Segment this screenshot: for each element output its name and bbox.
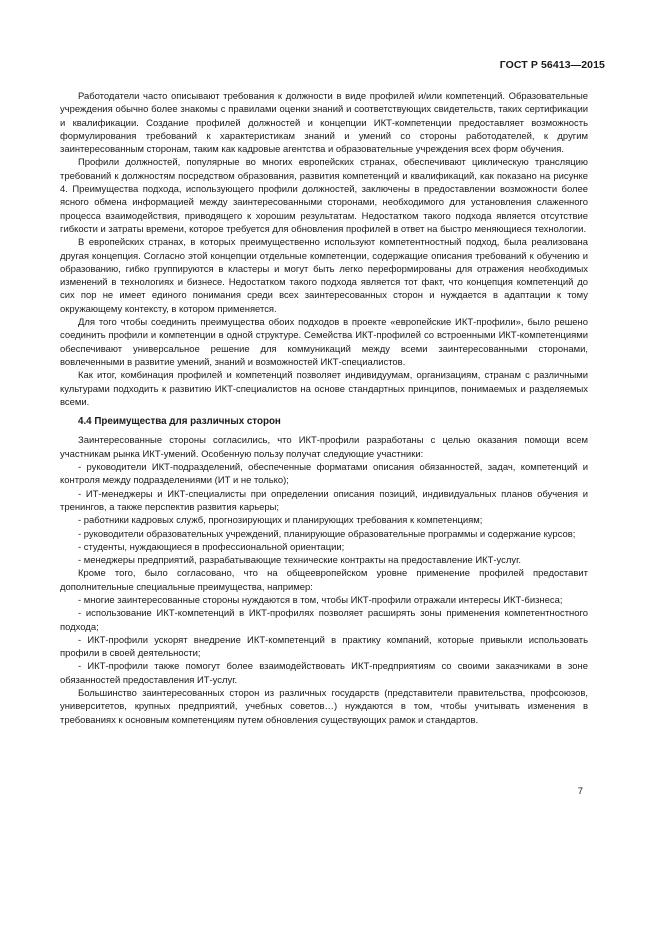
list-item: - работники кадровых служб, прогнозирующих и планирующих требования к компетенциям;	[78, 515, 483, 527]
list-item: - ИКТ-профили также помогут более взаимодействовать ИКТ-предприятиям со своими заказчиками в зоне обязанностей предоставления ИТ-услуг.	[60, 661, 588, 686]
paragraph: Работодатели часто описывают требования к должности в виде профилей и/или компетенций. Образовательные учреждения обычно более знакомы с правилами оценки знаний и соответствующих свидетельств, таких сертификации и квалификации. Создание профилей должностей и концепции ИКТ-компетенции предоставляет возможность формулирования требований к характеристикам знаний и умений со стороны работодателей, к другим заинтересованным сторонам, таким как кадровые агентства и образовательные учреждения всех форм обучения.	[60, 91, 588, 156]
list-item: - студенты, нуждающиеся в профессиональной ориентации;	[78, 541, 345, 553]
paragraph: Для того чтобы соединить преимущества обоих подходов в проекте «европейские ИКТ-профили», было решено соединить профили и компетенции в одной структуре. Семейства ИКТ-профилей со встроенными ИКТ-компетенциями обеспечивают универсальное решение для коммуникаций между всеми заинтересованными сторонами, вовлеченными в развитие умений, знаний и возможностей ИКТ-специалистов.	[60, 317, 588, 368]
page-number: 7	[577, 786, 583, 797]
paragraph: Профили должностей, популярные во многих европейских странах, обеспечивают циклическую трансляцию требований к должностям посредством образования, развития компетенций и квалификаций, как показано на рисунке 4. Преимущества подхода, использующего профили должностей, заключены в предоставлении возможности более ясного обмена информацией между заинтересованными сторонами, необходимого для установления слаженного процесса взаимодействия, приводящего к хорошим результатам. Недостатком такого подхода является отсутствие гибкости и затраты времени, которое требуется для обновления профилей в ответ на быстро меняющиеся технологии.	[60, 157, 588, 235]
closing-paragraph: Большинство заинтересованных сторон из различных государств (представители правительства, профсоюзов, университетов, крупных предприятий, учебных советов…) нуждаются в том, чтобы учитывать изменения в требованиях к основным компетенциям путем обновления существующих рамок и стандартов.	[60, 688, 588, 726]
list-item: - руководители ИКТ-подразделений, обеспеченные форматами описания обязанностей, задач, компетенций и контроля между подразделениями (ИТ и не только);	[60, 462, 588, 487]
list-item: - многие заинтересованные стороны нуждаются в том, чтобы ИКТ-профили отражали интересы ИКТ-бизнеса;	[78, 594, 563, 606]
additional-lead: Кроме того, было согласовано, что на общеевропейском уровне применение профилей предоставит дополнительные специальные преимущества, например:	[60, 568, 588, 593]
document-body	[60, 90, 588, 727]
section-lead: Заинтересованные стороны согласились, что ИКТ-профили разработаны с целью оказания помощи всем участникам рынка ИКТ-умений. Особенную пользу получат следующие участники:	[60, 435, 588, 460]
section-heading: 4.4 Преимущества для различных сторон	[78, 416, 281, 428]
list-item: - менеджеры предприятий, разрабатывающие технические контракты на предоставление ИКТ-услуг.	[78, 555, 522, 567]
list-item: - руководители образовательных учреждений, планирующие образовательные программы и содержание курсов;	[78, 528, 576, 540]
list-item: - ИКТ-профили ускорят внедрение ИКТ-компетенций в практику компаний, которые привыкли использовать профили в своей деятельности;	[60, 634, 588, 660]
paragraph: В европейских странах, в которых преимущественно используют компетентностный подход, была реализована другая концепция. Согласно этой концепции отдельные компетенции, содержащие описания требований к обучению и образованию, гибко группируются в кластеры и могут быть легко переформированы для отражения необходимых изменений в технологиях и бизнесе. Недостатком такого подхода является тот факт, что концепция компетенций до сих пор не имеет единого понимания среди всех заинтересованных сторон и нуждается в адаптации к тому окружающему контексту, в котором применяется.	[60, 237, 588, 315]
standard-designation: ГОСТ Р 56413—2015	[499, 59, 605, 71]
list-item: - ИТ-менеджеры и ИКТ-специалисты при определении описания позиций, индивидуальных планов обучения и тренингов, а также перспектив развития карьеры;	[60, 488, 588, 513]
list-item: - использование ИКТ-компетенций в ИКТ-профилях позволяет расширять зоны применения компетентностного подхода;	[60, 608, 588, 633]
paragraph: Как итог, комбинация профилей и компетенций позволяет индивидуумам, организациям, странам с различными культурами подходить к развитию ИКТ-специалистов на основе стандартных принципов, понимаемых и разделяемых всеми.	[60, 370, 588, 408]
